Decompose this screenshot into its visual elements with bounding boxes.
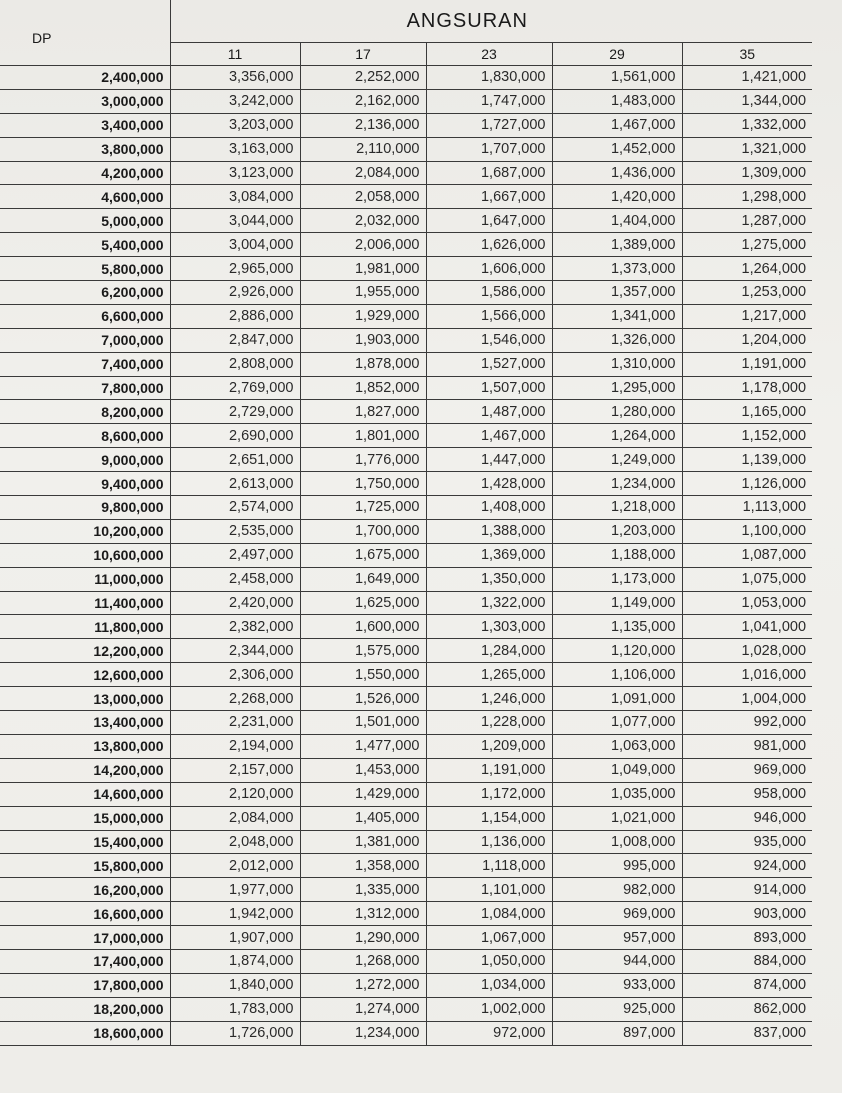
installment-cell: 1,727,000 [426, 113, 552, 137]
installment-cell: 1,008,000 [552, 830, 682, 854]
installment-cell: 1,389,000 [552, 233, 682, 257]
installment-cell: 2,058,000 [300, 185, 426, 209]
installment-cell: 1,436,000 [552, 161, 682, 185]
installment-cell: 1,350,000 [426, 567, 552, 591]
dp-cell: 15,000,000 [0, 806, 170, 830]
installment-cell: 903,000 [682, 902, 812, 926]
installment-cell: 1,357,000 [552, 281, 682, 305]
installment-cell: 1,322,000 [426, 591, 552, 615]
installment-cell: 2,048,000 [170, 830, 300, 854]
installment-cell: 1,452,000 [552, 137, 682, 161]
table-row [0, 448, 812, 472]
installment-cell: 1,063,000 [552, 734, 682, 758]
installment-cell: 837,000 [682, 1021, 812, 1045]
installment-cell: 2,162,000 [300, 89, 426, 113]
installment-cell: 972,000 [426, 1021, 552, 1045]
installment-cell: 3,356,000 [170, 66, 300, 90]
installment-cell: 1,428,000 [426, 472, 552, 496]
installment-cell: 1,016,000 [682, 663, 812, 687]
installment-cell: 1,067,000 [426, 926, 552, 950]
installment-cell: 1,907,000 [170, 926, 300, 950]
table-row [0, 949, 812, 973]
installment-cell: 1,830,000 [426, 66, 552, 90]
installment-cell: 2,926,000 [170, 281, 300, 305]
installment-cell: 1,077,000 [552, 711, 682, 735]
installment-cell: 1,035,000 [552, 782, 682, 806]
installment-cell: 1,626,000 [426, 233, 552, 257]
dp-cell: 14,200,000 [0, 758, 170, 782]
installment-cell: 1,566,000 [426, 304, 552, 328]
tenor-header-17: 17 [300, 43, 426, 66]
installment-cell: 1,335,000 [300, 878, 426, 902]
dp-cell: 12,200,000 [0, 639, 170, 663]
installment-cell: 1,295,000 [552, 376, 682, 400]
installment-cell: 1,234,000 [552, 472, 682, 496]
installment-cell: 914,000 [682, 878, 812, 902]
installment-cell: 1,218,000 [552, 496, 682, 520]
installment-cell: 1,388,000 [426, 519, 552, 543]
installment-cell: 2,458,000 [170, 567, 300, 591]
tenor-header-11: 11 [170, 43, 300, 66]
installment-cell: 1,575,000 [300, 639, 426, 663]
installment-cell: 1,501,000 [300, 711, 426, 735]
installment-cell: 1,929,000 [300, 304, 426, 328]
table-row [0, 782, 812, 806]
installment-cell: 1,075,000 [682, 567, 812, 591]
installment-cell: 1,369,000 [426, 543, 552, 567]
dp-cell: 7,800,000 [0, 376, 170, 400]
table-row [0, 352, 812, 376]
angsuran-header-label: ANGSURAN [406, 9, 528, 32]
installment-cell: 1,981,000 [300, 257, 426, 281]
installment-cell: 2,032,000 [300, 209, 426, 233]
installment-cell: 1,284,000 [426, 639, 552, 663]
installment-cell: 1,275,000 [682, 233, 812, 257]
installment-cell: 1,120,000 [552, 639, 682, 663]
tenor-header-35: 35 [682, 43, 812, 66]
installment-cell: 1,091,000 [552, 687, 682, 711]
installment-cell: 2,084,000 [300, 161, 426, 185]
installment-cell: 2,613,000 [170, 472, 300, 496]
installment-cell: 2,886,000 [170, 304, 300, 328]
dp-cell: 17,400,000 [0, 949, 170, 973]
installment-cell: 1,034,000 [426, 973, 552, 997]
dp-cell: 15,800,000 [0, 854, 170, 878]
table-row [0, 687, 812, 711]
installment-cell: 1,272,000 [300, 973, 426, 997]
installment-cell: 3,203,000 [170, 113, 300, 137]
table-row [0, 973, 812, 997]
installment-cell: 1,228,000 [426, 711, 552, 735]
installment-cell: 1,249,000 [552, 448, 682, 472]
installment-cell: 1,191,000 [426, 758, 552, 782]
table-row [0, 639, 812, 663]
dp-cell: 11,400,000 [0, 591, 170, 615]
installment-cell: 2,847,000 [170, 328, 300, 352]
installment-cell: 1,310,000 [552, 352, 682, 376]
table-row [0, 328, 812, 352]
table-row [0, 734, 812, 758]
installment-cell: 1,118,000 [426, 854, 552, 878]
dp-cell: 6,600,000 [0, 304, 170, 328]
installment-cell: 1,344,000 [682, 89, 812, 113]
installment-cell: 1,487,000 [426, 400, 552, 424]
installment-cell: 1,101,000 [426, 878, 552, 902]
installment-cell: 1,527,000 [426, 352, 552, 376]
dp-cell: 10,600,000 [0, 543, 170, 567]
installment-cell: 1,172,000 [426, 782, 552, 806]
installment-cell: 1,550,000 [300, 663, 426, 687]
installment-cell: 1,878,000 [300, 352, 426, 376]
installment-cell: 957,000 [552, 926, 682, 950]
installment-cell: 874,000 [682, 973, 812, 997]
installment-cell: 1,002,000 [426, 997, 552, 1021]
installment-cell: 2,965,000 [170, 257, 300, 281]
table-row [0, 567, 812, 591]
installment-cell: 1,649,000 [300, 567, 426, 591]
installment-cell: 1,154,000 [426, 806, 552, 830]
installment-cell: 1,100,000 [682, 519, 812, 543]
installment-cell: 1,675,000 [300, 543, 426, 567]
table-row [0, 281, 812, 305]
table-row [0, 233, 812, 257]
installment-cell: 1,274,000 [300, 997, 426, 1021]
installment-cell: 2,382,000 [170, 615, 300, 639]
installment-cell: 862,000 [682, 997, 812, 1021]
installment-cell: 2,535,000 [170, 519, 300, 543]
installment-cell: 1,280,000 [552, 400, 682, 424]
installment-cell: 2,252,000 [300, 66, 426, 90]
table-row [0, 400, 812, 424]
installment-cell: 3,242,000 [170, 89, 300, 113]
installment-cell: 1,467,000 [552, 113, 682, 137]
dp-cell: 16,200,000 [0, 878, 170, 902]
table-row [0, 113, 812, 137]
installment-cell: 2,194,000 [170, 734, 300, 758]
table-row [0, 1021, 812, 1045]
table-row [0, 185, 812, 209]
installment-cell: 2,497,000 [170, 543, 300, 567]
installment-cell: 2,231,000 [170, 711, 300, 735]
installment-cell: 1,217,000 [682, 304, 812, 328]
table-row [0, 472, 812, 496]
installment-cell: 2,157,000 [170, 758, 300, 782]
installment-cell: 1,447,000 [426, 448, 552, 472]
installment-cell: 1,526,000 [300, 687, 426, 711]
dp-cell: 7,400,000 [0, 352, 170, 376]
installment-cell: 1,707,000 [426, 137, 552, 161]
installment-cell: 1,178,000 [682, 376, 812, 400]
dp-cell: 13,400,000 [0, 711, 170, 735]
installment-cell: 958,000 [682, 782, 812, 806]
installment-cell: 1,903,000 [300, 328, 426, 352]
installment-cell: 1,188,000 [552, 543, 682, 567]
installment-cell: 969,000 [552, 902, 682, 926]
installment-cell: 1,405,000 [300, 806, 426, 830]
table-row [0, 854, 812, 878]
dp-cell: 17,000,000 [0, 926, 170, 950]
installment-cell: 2,084,000 [170, 806, 300, 830]
installment-cell: 1,084,000 [426, 902, 552, 926]
installment-cell: 1,106,000 [552, 663, 682, 687]
installment-cell: 1,726,000 [170, 1021, 300, 1045]
installment-cell: 1,049,000 [552, 758, 682, 782]
installment-cell: 1,152,000 [682, 424, 812, 448]
tenor-header-29: 29 [552, 43, 682, 66]
installment-cell: 1,586,000 [426, 281, 552, 305]
dp-cell: 2,400,000 [0, 66, 170, 90]
installment-cell: 2,729,000 [170, 400, 300, 424]
installment-cell: 1,381,000 [300, 830, 426, 854]
installment-cell: 946,000 [682, 806, 812, 830]
installment-cell: 2,690,000 [170, 424, 300, 448]
dp-cell: 11,000,000 [0, 567, 170, 591]
table-row [0, 591, 812, 615]
installment-cell: 897,000 [552, 1021, 682, 1045]
installment-cell: 1,467,000 [426, 424, 552, 448]
dp-cell: 9,400,000 [0, 472, 170, 496]
installment-cell: 1,203,000 [552, 519, 682, 543]
installment-cell: 1,747,000 [426, 89, 552, 113]
installment-cell: 1,561,000 [552, 66, 682, 90]
dp-cell: 11,800,000 [0, 615, 170, 639]
table-row [0, 615, 812, 639]
installment-cell: 1,546,000 [426, 328, 552, 352]
installment-cell: 981,000 [682, 734, 812, 758]
installment-cell: 1,303,000 [426, 615, 552, 639]
installment-cell: 2,006,000 [300, 233, 426, 257]
installment-cell: 969,000 [682, 758, 812, 782]
installment-cell: 2,120,000 [170, 782, 300, 806]
dp-cell: 3,000,000 [0, 89, 170, 113]
installment-cell: 1,265,000 [426, 663, 552, 687]
dp-cell: 5,400,000 [0, 233, 170, 257]
installment-cell: 884,000 [682, 949, 812, 973]
installment-cell: 1,827,000 [300, 400, 426, 424]
installment-cell: 1,421,000 [682, 66, 812, 90]
installment-cell: 2,306,000 [170, 663, 300, 687]
installment-cell: 1,004,000 [682, 687, 812, 711]
dp-cell: 8,600,000 [0, 424, 170, 448]
installment-cell: 1,264,000 [552, 424, 682, 448]
installment-cell: 2,268,000 [170, 687, 300, 711]
installment-cell: 3,044,000 [170, 209, 300, 233]
dp-cell: 12,600,000 [0, 663, 170, 687]
dp-cell: 15,400,000 [0, 830, 170, 854]
installment-cell: 982,000 [552, 878, 682, 902]
installment-cell: 1,191,000 [682, 352, 812, 376]
installment-cell: 1,341,000 [552, 304, 682, 328]
installment-cell: 1,852,000 [300, 376, 426, 400]
dp-cell: 18,200,000 [0, 997, 170, 1021]
table-row [0, 997, 812, 1021]
installment-cell: 1,209,000 [426, 734, 552, 758]
installment-cell: 1,264,000 [682, 257, 812, 281]
installment-cell: 933,000 [552, 973, 682, 997]
installment-cell: 924,000 [682, 854, 812, 878]
installment-cell: 1,298,000 [682, 185, 812, 209]
installment-cell: 1,041,000 [682, 615, 812, 639]
installment-cell: 1,173,000 [552, 567, 682, 591]
installment-cell: 2,769,000 [170, 376, 300, 400]
table-row [0, 806, 812, 830]
installment-cell: 1,600,000 [300, 615, 426, 639]
installment-cell: 1,326,000 [552, 328, 682, 352]
installment-cell: 1,667,000 [426, 185, 552, 209]
installment-cell: 1,429,000 [300, 782, 426, 806]
installment-cell: 1,139,000 [682, 448, 812, 472]
angsuran-header [170, 0, 812, 43]
installment-cell: 1,321,000 [682, 137, 812, 161]
installment-cell: 1,312,000 [300, 902, 426, 926]
installment-cell: 893,000 [682, 926, 812, 950]
dp-cell: 7,000,000 [0, 328, 170, 352]
table-row [0, 89, 812, 113]
installment-cell: 3,163,000 [170, 137, 300, 161]
installment-cell: 2,110,000 [300, 137, 426, 161]
table-body [0, 66, 812, 1046]
installment-cell: 995,000 [552, 854, 682, 878]
installment-cell: 2,651,000 [170, 448, 300, 472]
installment-cell: 2,420,000 [170, 591, 300, 615]
installment-cell: 1,477,000 [300, 734, 426, 758]
installment-cell: 2,574,000 [170, 496, 300, 520]
installment-cell: 1,977,000 [170, 878, 300, 902]
installment-cell: 1,135,000 [552, 615, 682, 639]
dp-cell: 18,600,000 [0, 1021, 170, 1045]
installment-cell: 1,955,000 [300, 281, 426, 305]
table-row [0, 376, 812, 400]
installment-cell: 1,290,000 [300, 926, 426, 950]
dp-cell: 10,200,000 [0, 519, 170, 543]
tenor-header-23: 23 [426, 43, 552, 66]
installment-cell: 1,149,000 [552, 591, 682, 615]
installment-cell: 1,687,000 [426, 161, 552, 185]
dp-cell: 13,000,000 [0, 687, 170, 711]
installment-cell: 1,287,000 [682, 209, 812, 233]
installment-cell: 2,808,000 [170, 352, 300, 376]
installment-cell: 2,344,000 [170, 639, 300, 663]
dp-cell: 3,400,000 [0, 113, 170, 137]
installment-cell: 1,647,000 [426, 209, 552, 233]
dp-header: DP [0, 0, 170, 66]
installment-cell: 1,234,000 [300, 1021, 426, 1045]
installment-cell: 1,801,000 [300, 424, 426, 448]
table-row [0, 711, 812, 735]
installment-cell: 1,253,000 [682, 281, 812, 305]
table-row [0, 161, 812, 185]
installment-cell: 1,783,000 [170, 997, 300, 1021]
installment-cell: 1,268,000 [300, 949, 426, 973]
installment-cell: 1,404,000 [552, 209, 682, 233]
dp-cell: 5,800,000 [0, 257, 170, 281]
installment-cell: 1,358,000 [300, 854, 426, 878]
installment-cell: 1,942,000 [170, 902, 300, 926]
dp-cell: 13,800,000 [0, 734, 170, 758]
dp-cell: 8,200,000 [0, 400, 170, 424]
installment-cell: 1,113,000 [682, 496, 812, 520]
installment-cell: 935,000 [682, 830, 812, 854]
installment-cell: 1,332,000 [682, 113, 812, 137]
installment-cell: 1,507,000 [426, 376, 552, 400]
installment-cell: 3,123,000 [170, 161, 300, 185]
installment-cell: 1,136,000 [426, 830, 552, 854]
dp-cell: 6,200,000 [0, 281, 170, 305]
installment-cell: 1,725,000 [300, 496, 426, 520]
table-row [0, 66, 812, 90]
dp-cell: 4,600,000 [0, 185, 170, 209]
installment-cell: 992,000 [682, 711, 812, 735]
table-row [0, 830, 812, 854]
installment-cell: 1,606,000 [426, 257, 552, 281]
installment-cell: 1,420,000 [552, 185, 682, 209]
dp-cell: 3,800,000 [0, 137, 170, 161]
installment-cell: 1,776,000 [300, 448, 426, 472]
installment-cell: 1,408,000 [426, 496, 552, 520]
dp-cell: 9,800,000 [0, 496, 170, 520]
table-row [0, 758, 812, 782]
installment-cell: 1,204,000 [682, 328, 812, 352]
dp-cell: 17,800,000 [0, 973, 170, 997]
installment-cell: 1,483,000 [552, 89, 682, 113]
installment-cell: 1,874,000 [170, 949, 300, 973]
table-row [0, 137, 812, 161]
table-row [0, 902, 812, 926]
installment-cell: 1,309,000 [682, 161, 812, 185]
installment-cell: 944,000 [552, 949, 682, 973]
installment-cell: 1,246,000 [426, 687, 552, 711]
installment-cell: 1,126,000 [682, 472, 812, 496]
table-row [0, 209, 812, 233]
installment-cell: 1,700,000 [300, 519, 426, 543]
installment-cell: 1,087,000 [682, 543, 812, 567]
table-row [0, 496, 812, 520]
installment-cell: 1,625,000 [300, 591, 426, 615]
installment-cell: 1,021,000 [552, 806, 682, 830]
table-row [0, 304, 812, 328]
installment-cell: 1,840,000 [170, 973, 300, 997]
installment-cell: 2,012,000 [170, 854, 300, 878]
table-row [0, 257, 812, 281]
installment-cell: 1,028,000 [682, 639, 812, 663]
dp-cell: 4,200,000 [0, 161, 170, 185]
table-row [0, 663, 812, 687]
installment-cell: 1,453,000 [300, 758, 426, 782]
installment-cell: 1,373,000 [552, 257, 682, 281]
dp-cell: 14,600,000 [0, 782, 170, 806]
installment-cell: 3,084,000 [170, 185, 300, 209]
table-row [0, 878, 812, 902]
installment-cell: 925,000 [552, 997, 682, 1021]
table-row [0, 519, 812, 543]
table-row [0, 424, 812, 448]
table-row [0, 926, 812, 950]
table-row [0, 543, 812, 567]
installment-cell: 1,750,000 [300, 472, 426, 496]
dp-cell: 5,000,000 [0, 209, 170, 233]
installment-cell: 2,136,000 [300, 113, 426, 137]
installment-cell: 3,004,000 [170, 233, 300, 257]
installment-cell: 1,053,000 [682, 591, 812, 615]
installment-cell: 1,165,000 [682, 400, 812, 424]
dp-cell: 9,000,000 [0, 448, 170, 472]
dp-cell: 16,600,000 [0, 902, 170, 926]
installment-cell: 1,050,000 [426, 949, 552, 973]
